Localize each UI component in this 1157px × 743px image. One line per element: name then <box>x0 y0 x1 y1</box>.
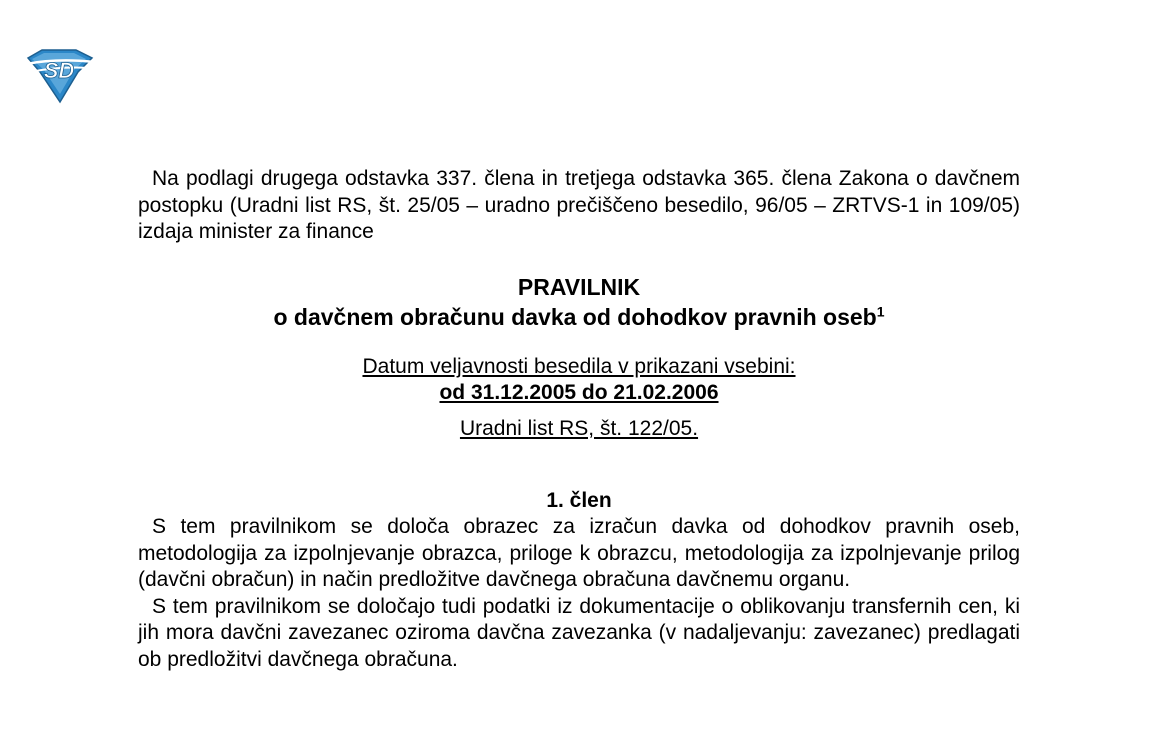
document-body <box>138 166 1020 673</box>
article-1-paragraph-1: S tem pravilnikom se določa obrazec za izračun davka od dohodkov pravnih oseb, metodologija za izpolnjevanje obrazca, priloge k obrazcu, metodologija za izpolnjevanje prilog (davčni obračun) in način predložitve davčnega obračuna davčnemu organu. <box>138 515 1020 591</box>
preamble-paragraph: Na podlagi drugega odstavka 337. člena in tretjega odstavka 365. člena Zakona o davčnem postopku (Uradni list RS, št. 25/05 – uradno prečiščeno besedilo, 96/05 – ZRTVS-1 in 109/05) izdaja minister za finance <box>138 167 1020 243</box>
gazette-link[interactable]: Uradni list RS, št. 122/05. <box>459 416 699 440</box>
article-1-paragraph-2: S tem pravilnikom se določajo tudi podatki iz dokumentacije o oblikovanju transfernih cen, ki jih mora davčni zavezanec oziroma davčna zavezanka (v nadaljevanju: zavezanec) predlagati ob predložitvi davčnega obračuna. <box>138 594 1020 671</box>
validity-label: Datum veljavnosti besedila v prikazani vsebini: <box>362 354 796 378</box>
title-line-1: PRAVILNIK <box>517 273 641 300</box>
sd-shield-icon <box>22 48 96 104</box>
validity-range: od 31.12.2005 do 21.02.2006 <box>439 380 719 404</box>
title-line-2 <box>138 302 1020 332</box>
footnote-mark[interactable]: 1 <box>876 302 885 319</box>
article-1-heading: 1. člen <box>546 489 612 512</box>
validity-block <box>138 354 1020 406</box>
logo-text: SD <box>43 58 75 83</box>
sd-logo <box>22 48 96 104</box>
document-title <box>138 272 1020 332</box>
title-line-2-text: o davčnem obračunu davka od dohodkov pravnih oseb <box>273 303 877 330</box>
